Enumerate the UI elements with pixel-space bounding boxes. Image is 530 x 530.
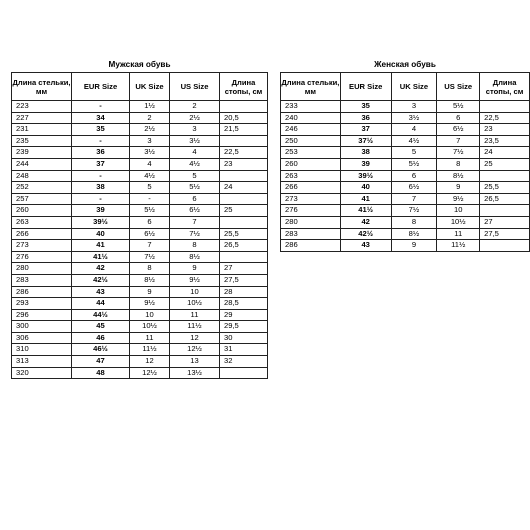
table-row xyxy=(12,286,268,298)
us-size-cell: 11½ xyxy=(170,321,220,333)
foot-length-cell xyxy=(220,367,268,379)
insole-length-cell: 246 xyxy=(281,124,341,136)
insole-length-cell: 276 xyxy=(12,251,72,263)
us-size-cell: 6 xyxy=(170,193,220,205)
table-row xyxy=(281,101,530,113)
us-size-cell: 10½ xyxy=(437,216,480,228)
insole-length-cell: 300 xyxy=(12,321,72,333)
uk-size-cell: 6 xyxy=(391,170,437,182)
table-row xyxy=(281,205,530,217)
us-size-cell: 10 xyxy=(170,286,220,298)
us-size-cell: 6½ xyxy=(170,205,220,217)
uk-size-cell: 7½ xyxy=(130,251,170,263)
insole-length-cell: 320 xyxy=(12,367,72,379)
foot-length-cell: 22,5 xyxy=(480,112,530,124)
eur-size-cell: 39 xyxy=(340,158,391,170)
eur-size-cell: 39½ xyxy=(72,216,130,228)
foot-length-cell: 27,5 xyxy=(220,274,268,286)
us-size-cell: 12 xyxy=(170,332,220,344)
us-size-cell: 8½ xyxy=(437,170,480,182)
insole-length-cell: 239 xyxy=(12,147,72,159)
foot-length-cell xyxy=(480,170,530,182)
foot-length-cell: 25,5 xyxy=(480,182,530,194)
us-size-cell: 9½ xyxy=(437,193,480,205)
insole-length-cell: 273 xyxy=(281,193,341,205)
uk-size-cell: 5½ xyxy=(130,205,170,217)
women-size-chart xyxy=(280,58,530,252)
table-row xyxy=(12,309,268,321)
foot-length-cell: 26,5 xyxy=(220,240,268,252)
insole-length-cell: 310 xyxy=(12,344,72,356)
uk-size-cell: 8½ xyxy=(391,228,437,240)
table-row xyxy=(12,332,268,344)
eur-size-cell: 45 xyxy=(72,321,130,333)
uk-size-cell: 4½ xyxy=(130,170,170,182)
header-uk-size: UK Size xyxy=(391,73,437,101)
eur-size-cell: 42½ xyxy=(72,274,130,286)
table-row xyxy=(281,158,530,170)
us-size-cell: 2 xyxy=(170,101,220,113)
uk-size-cell: 12 xyxy=(130,356,170,368)
insole-length-cell: 253 xyxy=(281,147,341,159)
insole-length-cell: 286 xyxy=(12,286,72,298)
table-row xyxy=(12,101,268,113)
men-table-title: Мужская обувь xyxy=(108,60,171,69)
insole-length-cell: 296 xyxy=(12,309,72,321)
foot-length-cell: 30 xyxy=(220,332,268,344)
insole-length-cell: 233 xyxy=(281,101,341,113)
eur-size-cell: - xyxy=(72,135,130,147)
insole-length-cell: 231 xyxy=(12,124,72,136)
us-size-cell: 10½ xyxy=(170,298,220,310)
foot-length-cell: 28,5 xyxy=(220,298,268,310)
uk-size-cell: 9 xyxy=(391,240,437,252)
eur-size-cell: - xyxy=(72,193,130,205)
eur-size-cell: 39½ xyxy=(340,170,391,182)
eur-size-cell: 42 xyxy=(340,216,391,228)
table-row xyxy=(281,228,530,240)
uk-size-cell: 3½ xyxy=(391,112,437,124)
table-row xyxy=(281,182,530,194)
table-row xyxy=(281,135,530,147)
uk-size-cell: 5 xyxy=(130,182,170,194)
foot-length-cell: 27 xyxy=(220,263,268,275)
uk-size-cell: 6 xyxy=(130,216,170,228)
header-eur-size: EUR Size xyxy=(72,73,130,101)
us-size-cell: 9½ xyxy=(170,274,220,286)
us-size-cell: 7 xyxy=(170,216,220,228)
eur-size-cell: 41 xyxy=(340,193,391,205)
uk-size-cell: 4 xyxy=(130,158,170,170)
insole-length-cell: 257 xyxy=(12,193,72,205)
foot-length-cell: 32 xyxy=(220,356,268,368)
eur-size-cell: 44 xyxy=(72,298,130,310)
uk-size-cell: 4½ xyxy=(391,135,437,147)
eur-size-cell: 41½ xyxy=(72,251,130,263)
eur-size-cell: 42 xyxy=(72,263,130,275)
foot-length-cell xyxy=(220,193,268,205)
uk-size-cell: 8 xyxy=(130,263,170,275)
table-row xyxy=(12,298,268,310)
foot-length-cell: 25,5 xyxy=(220,228,268,240)
eur-size-cell: 46 xyxy=(72,332,130,344)
table-row xyxy=(281,124,530,136)
uk-size-cell: 9 xyxy=(130,286,170,298)
eur-size-cell: 39 xyxy=(72,205,130,217)
header-us-size: US Size xyxy=(170,73,220,101)
eur-size-cell: 38 xyxy=(72,182,130,194)
uk-size-cell: 5 xyxy=(391,147,437,159)
header-foot-length: Длина стопы, см xyxy=(220,73,268,101)
table-row xyxy=(281,216,530,228)
insole-length-cell: 250 xyxy=(281,135,341,147)
foot-length-cell xyxy=(480,205,530,217)
foot-length-cell: 27,5 xyxy=(480,228,530,240)
us-size-cell: 4 xyxy=(170,147,220,159)
foot-length-cell xyxy=(220,135,268,147)
foot-length-cell: 23 xyxy=(220,158,268,170)
table-row xyxy=(12,321,268,333)
uk-size-cell: 2½ xyxy=(130,124,170,136)
women-size-table xyxy=(280,72,530,252)
foot-length-cell: 28 xyxy=(220,286,268,298)
table-row xyxy=(12,205,268,217)
uk-size-cell: 10 xyxy=(130,309,170,321)
eur-size-cell: 38 xyxy=(340,147,391,159)
foot-length-cell: 31 xyxy=(220,344,268,356)
us-size-cell: 5 xyxy=(170,170,220,182)
header-insole-length: Длина стельки, мм xyxy=(281,73,341,101)
eur-size-cell: 34 xyxy=(72,112,130,124)
insole-length-cell: 266 xyxy=(281,182,341,194)
us-size-cell: 3 xyxy=(170,124,220,136)
foot-length-cell: 21,5 xyxy=(220,124,268,136)
eur-size-cell: 43 xyxy=(340,240,391,252)
insole-length-cell: 293 xyxy=(12,298,72,310)
eur-size-cell: 37 xyxy=(72,158,130,170)
uk-size-cell: 5½ xyxy=(391,158,437,170)
uk-size-cell: 7½ xyxy=(391,205,437,217)
foot-length-cell: 29,5 xyxy=(220,321,268,333)
eur-size-cell: 47 xyxy=(72,356,130,368)
uk-size-cell: 11 xyxy=(130,332,170,344)
uk-size-cell: 2 xyxy=(130,112,170,124)
table-row xyxy=(12,367,268,379)
header-eur-size: EUR Size xyxy=(340,73,391,101)
men-size-chart xyxy=(11,58,268,379)
eur-size-cell: 41½ xyxy=(340,205,391,217)
insole-length-cell: 252 xyxy=(12,182,72,194)
women-table-body xyxy=(281,101,530,252)
men-header-row xyxy=(12,73,268,101)
table-row xyxy=(12,356,268,368)
insole-length-cell: 260 xyxy=(281,158,341,170)
table-row xyxy=(12,274,268,286)
men-size-table xyxy=(11,72,268,379)
us-size-cell: 7 xyxy=(437,135,480,147)
us-size-cell: 11 xyxy=(170,309,220,321)
eur-size-cell: 37 xyxy=(340,124,391,136)
insole-length-cell: 280 xyxy=(12,263,72,275)
header-uk-size: UK Size xyxy=(130,73,170,101)
us-size-cell: 12½ xyxy=(170,344,220,356)
us-size-cell: 5½ xyxy=(170,182,220,194)
eur-size-cell: 36 xyxy=(72,147,130,159)
eur-size-cell: - xyxy=(72,101,130,113)
insole-length-cell: 244 xyxy=(12,158,72,170)
header-us-size: US Size xyxy=(437,73,480,101)
foot-length-cell: 25 xyxy=(220,205,268,217)
foot-length-cell xyxy=(220,216,268,228)
eur-size-cell: 35 xyxy=(72,124,130,136)
eur-size-cell: 35 xyxy=(340,101,391,113)
uk-size-cell: 12½ xyxy=(130,367,170,379)
insole-length-cell: 235 xyxy=(12,135,72,147)
eur-size-cell: 42½ xyxy=(340,228,391,240)
table-row xyxy=(12,147,268,159)
men-table-body xyxy=(12,101,268,379)
uk-size-cell: 9½ xyxy=(130,298,170,310)
table-row xyxy=(12,251,268,263)
foot-length-cell: 23,5 xyxy=(480,135,530,147)
us-size-cell: 8½ xyxy=(170,251,220,263)
insole-length-cell: 276 xyxy=(281,205,341,217)
foot-length-cell: 29 xyxy=(220,309,268,321)
eur-size-cell: 41 xyxy=(72,240,130,252)
table-row xyxy=(12,112,268,124)
header-insole-length: Длина стельки, мм xyxy=(12,73,72,101)
insole-length-cell: 286 xyxy=(281,240,341,252)
us-size-cell: 8 xyxy=(437,158,480,170)
eur-size-cell: - xyxy=(72,170,130,182)
us-size-cell: 9 xyxy=(437,182,480,194)
uk-size-cell: 8½ xyxy=(130,274,170,286)
table-row xyxy=(12,228,268,240)
foot-length-cell xyxy=(220,251,268,263)
eur-size-cell: 37½ xyxy=(340,135,391,147)
uk-size-cell: 6½ xyxy=(391,182,437,194)
us-size-cell: 3½ xyxy=(170,135,220,147)
table-row xyxy=(12,240,268,252)
uk-size-cell: 4 xyxy=(391,124,437,136)
us-size-cell: 6 xyxy=(437,112,480,124)
us-size-cell: 13½ xyxy=(170,367,220,379)
table-row xyxy=(12,216,268,228)
foot-length-cell: 20,5 xyxy=(220,112,268,124)
foot-length-cell xyxy=(220,101,268,113)
uk-size-cell: 10½ xyxy=(130,321,170,333)
us-size-cell: 9 xyxy=(170,263,220,275)
insole-length-cell: 306 xyxy=(12,332,72,344)
eur-size-cell: 48 xyxy=(72,367,130,379)
header-foot-length: Длина стопы, см xyxy=(480,73,530,101)
insole-length-cell: 266 xyxy=(12,228,72,240)
foot-length-cell xyxy=(480,240,530,252)
us-size-cell: 7½ xyxy=(437,147,480,159)
uk-size-cell: 8 xyxy=(391,216,437,228)
table-row xyxy=(281,170,530,182)
table-row xyxy=(12,263,268,275)
women-header-row xyxy=(281,73,530,101)
us-size-cell: 11 xyxy=(437,228,480,240)
eur-size-cell: 44½ xyxy=(72,309,130,321)
table-row xyxy=(281,193,530,205)
table-row xyxy=(12,182,268,194)
table-row xyxy=(12,193,268,205)
insole-length-cell: 223 xyxy=(12,101,72,113)
insole-length-cell: 280 xyxy=(281,216,341,228)
table-row xyxy=(12,158,268,170)
eur-size-cell: 46½ xyxy=(72,344,130,356)
insole-length-cell: 273 xyxy=(12,240,72,252)
insole-length-cell: 227 xyxy=(12,112,72,124)
eur-size-cell: 40 xyxy=(72,228,130,240)
us-size-cell: 2½ xyxy=(170,112,220,124)
uk-size-cell: 1½ xyxy=(130,101,170,113)
foot-length-cell: 24 xyxy=(480,147,530,159)
foot-length-cell: 26,5 xyxy=(480,193,530,205)
foot-length-cell: 23 xyxy=(480,124,530,136)
us-size-cell: 10 xyxy=(437,205,480,217)
uk-size-cell: 7 xyxy=(130,240,170,252)
insole-length-cell: 260 xyxy=(12,205,72,217)
us-size-cell: 7½ xyxy=(170,228,220,240)
table-row xyxy=(12,170,268,182)
women-table-title: Женская обувь xyxy=(374,60,436,69)
eur-size-cell: 40 xyxy=(340,182,391,194)
foot-length-cell: 25 xyxy=(480,158,530,170)
table-row xyxy=(12,344,268,356)
insole-length-cell: 263 xyxy=(12,216,72,228)
foot-length-cell xyxy=(480,101,530,113)
us-size-cell: 8 xyxy=(170,240,220,252)
table-row xyxy=(281,240,530,252)
eur-size-cell: 43 xyxy=(72,286,130,298)
insole-length-cell: 248 xyxy=(12,170,72,182)
uk-size-cell: - xyxy=(130,193,170,205)
insole-length-cell: 263 xyxy=(281,170,341,182)
uk-size-cell: 3½ xyxy=(130,147,170,159)
foot-length-cell xyxy=(220,170,268,182)
us-size-cell: 11½ xyxy=(437,240,480,252)
uk-size-cell: 11½ xyxy=(130,344,170,356)
uk-size-cell: 3 xyxy=(391,101,437,113)
insole-length-cell: 283 xyxy=(281,228,341,240)
table-row xyxy=(281,147,530,159)
eur-size-cell: 36 xyxy=(340,112,391,124)
foot-length-cell: 24 xyxy=(220,182,268,194)
us-size-cell: 6½ xyxy=(437,124,480,136)
foot-length-cell: 27 xyxy=(480,216,530,228)
insole-length-cell: 240 xyxy=(281,112,341,124)
us-size-cell: 4½ xyxy=(170,158,220,170)
us-size-cell: 13 xyxy=(170,356,220,368)
table-row xyxy=(281,112,530,124)
uk-size-cell: 6½ xyxy=(130,228,170,240)
insole-length-cell: 313 xyxy=(12,356,72,368)
uk-size-cell: 7 xyxy=(391,193,437,205)
table-row xyxy=(12,124,268,136)
uk-size-cell: 3 xyxy=(130,135,170,147)
table-row xyxy=(12,135,268,147)
us-size-cell: 5½ xyxy=(437,101,480,113)
foot-length-cell: 22,5 xyxy=(220,147,268,159)
insole-length-cell: 283 xyxy=(12,274,72,286)
